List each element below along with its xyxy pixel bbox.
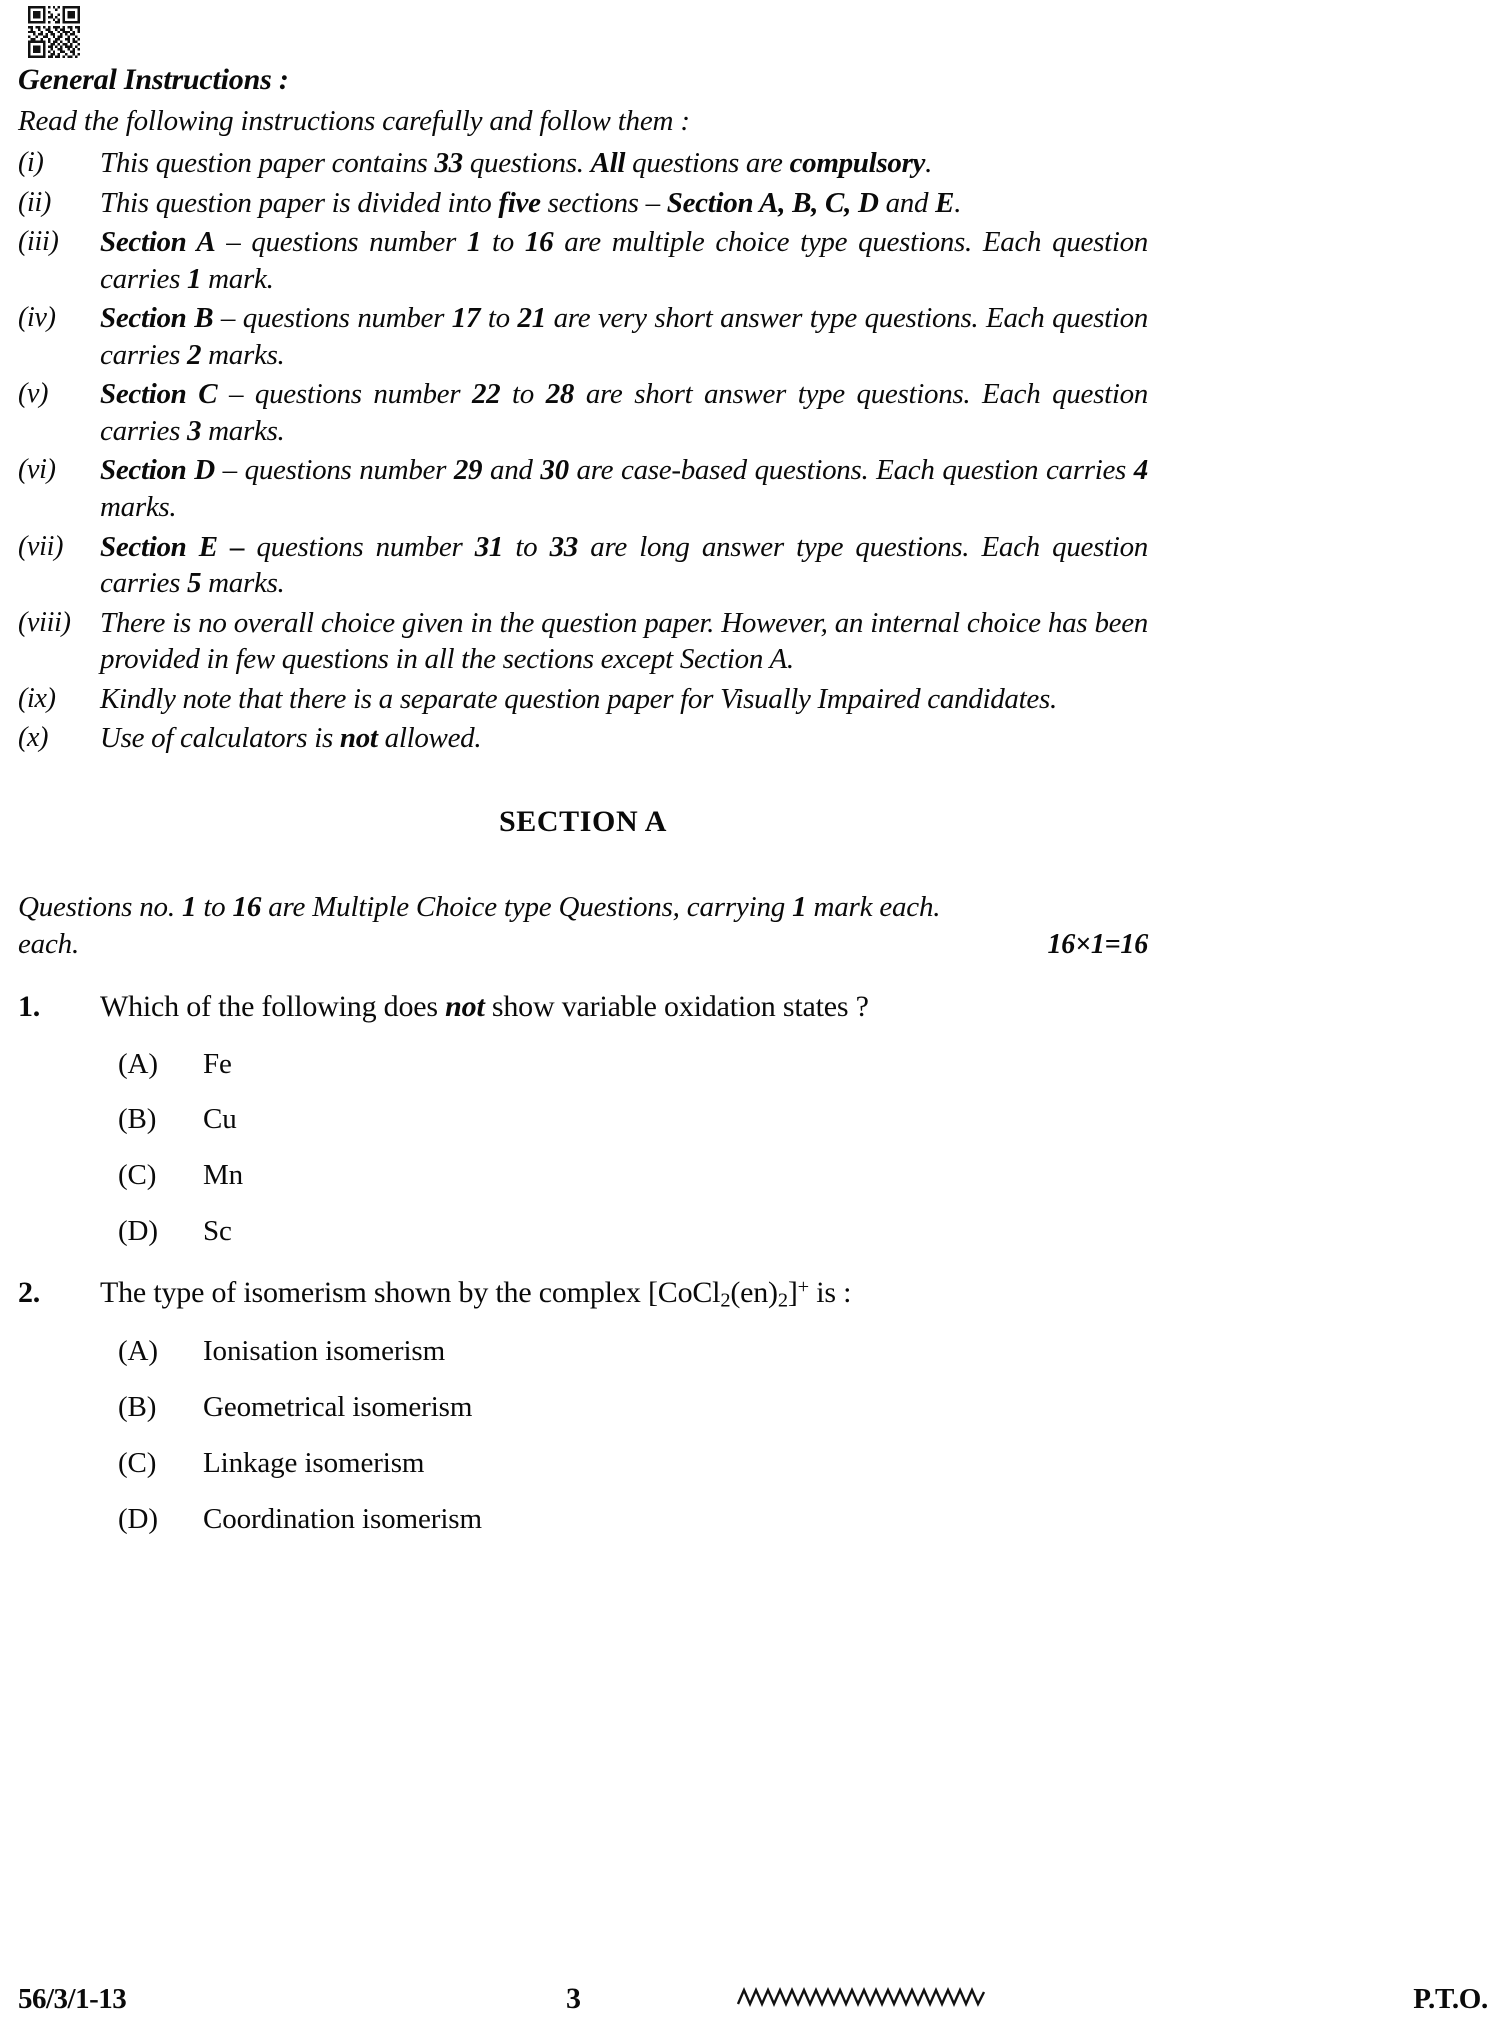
section-a-heading: SECTION A: [499, 804, 667, 838]
question-text: [100, 989, 1148, 1026]
emphasis-text: 30: [540, 454, 569, 487]
emphasis-text: 2: [187, 338, 202, 371]
plain-text: to: [196, 890, 233, 923]
instruction-item: [18, 681, 1148, 718]
question-text: The type of isomerism shown by the complex $[CoCl_2(en)_2]^+$ is :: [100, 1275, 852, 1312]
answer-option[interactable]: [18, 1446, 1148, 1481]
question-block: [18, 989, 1148, 1249]
pto-label: P.T.O.: [1413, 1983, 1488, 2015]
paper-code: 56/3/1-13: [18, 1983, 127, 2015]
plain-text: Which of the following does: [100, 989, 446, 1023]
document-body: [18, 62, 1148, 1536]
read-instructions-line: Read the following instructions carefully and follow them :: [18, 105, 690, 138]
emphasis-text: 1: [792, 890, 807, 923]
plain-text: to: [500, 378, 546, 411]
emphasis-text: 1: [181, 890, 197, 923]
plain-text: to: [503, 530, 550, 563]
instruction-number: (x): [18, 722, 49, 754]
option-label: (C): [118, 1159, 157, 1192]
wave-separator-icon: [736, 1984, 986, 2010]
instruction-text: [100, 145, 1148, 182]
question-number: 1.: [18, 989, 41, 1023]
emphasis-text: 33: [549, 530, 579, 563]
plain-text: are Multiple Choice type Questions, carrying: [261, 890, 793, 923]
plain-text: are long answer type questions. Each question carries: [100, 530, 1149, 600]
plain-text: mark each.: [806, 890, 941, 923]
instruction-item: [18, 300, 1148, 373]
instruction-text: [100, 376, 1148, 449]
emphasis-text: 29: [453, 454, 483, 487]
plain-text: to: [481, 226, 525, 259]
option-label: (D): [118, 1502, 158, 1535]
plain-text: Kindly note that there is a separate question paper for Visually Impaired candidates.: [100, 682, 1057, 715]
instruction-number: (vii): [18, 530, 64, 562]
option-text: Cu: [203, 1103, 237, 1136]
instruction-text: [100, 224, 1148, 297]
option-label: (B): [118, 1103, 157, 1136]
plain-text: are short answer type questions. Each question carries: [100, 378, 1148, 447]
plain-text: marks.: [201, 567, 285, 600]
instruction-item: [18, 145, 1148, 182]
option-label: (D): [118, 1214, 158, 1247]
question-line: [18, 1275, 1148, 1314]
instruction-text: [100, 720, 1148, 757]
answer-option[interactable]: [18, 1102, 1148, 1137]
instruction-text: [100, 605, 1148, 678]
question-block: [18, 1275, 1148, 1537]
emphasis-text: Section A, B, C, D: [666, 186, 879, 219]
option-label: (C): [118, 1446, 157, 1479]
emphasis-text: E: [935, 186, 955, 219]
option-text: Geometrical isomerism: [203, 1391, 473, 1424]
emphasis-text: Section A: [100, 226, 216, 259]
emphasis-text: 21: [517, 302, 546, 335]
page-footer: [18, 1972, 1488, 2018]
instruction-number: (iii): [18, 226, 59, 258]
question-line: [18, 989, 1148, 1026]
section-a-intro-text: [18, 889, 1148, 926]
general-instructions-title: General Instructions :: [18, 63, 289, 96]
emphasis-text: 28: [545, 378, 575, 411]
option-label: (A): [118, 1335, 158, 1368]
emphasis-text: compulsory: [789, 147, 926, 180]
instruction-text: [100, 185, 1148, 222]
emphasis-text: 22: [471, 378, 501, 411]
emphasis-text: not: [445, 989, 485, 1023]
plain-text: There is no overall choice given in the question paper. However, an internal choice has been provided in few questions in all the sections except Section A.: [100, 606, 1148, 676]
plain-text: show variable oxidation states ?: [484, 989, 869, 1023]
plain-text: – questions number: [214, 454, 454, 487]
option-text: Fe: [203, 1047, 232, 1080]
instruction-item: [18, 376, 1148, 449]
instruction-item: [18, 185, 1148, 222]
plain-text: marks.: [201, 338, 285, 371]
section-a-intro-line2: each.: [18, 927, 79, 960]
option-text: Linkage isomerism: [203, 1446, 425, 1479]
plain-text: are multiple choice type questions. Each question carries: [100, 226, 1148, 295]
instruction-item: [18, 529, 1148, 602]
plain-text: .: [954, 186, 962, 219]
instruction-text: [100, 529, 1148, 602]
emphasis-text: 31: [474, 530, 504, 563]
plain-text: .: [925, 147, 933, 180]
plain-text: – questions number: [213, 302, 452, 335]
question-number: 2.: [18, 1275, 41, 1309]
plain-text: This question paper is divided into: [100, 186, 499, 219]
plain-text: marks.: [100, 490, 177, 523]
plain-text: Use of calculators is: [100, 722, 340, 755]
option-text: Mn: [203, 1159, 244, 1192]
emphasis-text: five: [498, 186, 541, 219]
emphasis-text: not: [339, 722, 378, 755]
answer-option[interactable]: [18, 1390, 1148, 1425]
instruction-item: [18, 605, 1148, 678]
instruction-number: (v): [18, 378, 49, 410]
plain-text: and: [482, 454, 541, 487]
qr-code-icon: [18, 6, 90, 58]
plain-text: are case-based questions. Each question carries: [568, 454, 1134, 487]
emphasis-text: 17: [451, 302, 481, 335]
plain-text: sections –: [540, 186, 667, 219]
instruction-number: (vi): [18, 454, 56, 486]
emphasis-text: All: [590, 147, 626, 180]
option-label: (B): [118, 1391, 157, 1424]
instruction-text: [100, 681, 1148, 718]
instruction-text: [100, 452, 1148, 525]
emphasis-text: Section B: [100, 302, 214, 335]
instruction-number: (viii): [18, 606, 71, 638]
emphasis-text: 33: [434, 147, 463, 180]
instruction-text: [100, 300, 1148, 373]
plain-text: questions number: [244, 530, 475, 563]
plain-text: This question paper contains: [100, 147, 435, 180]
plain-text: marks.: [201, 414, 285, 447]
option-text: Sc: [203, 1214, 232, 1247]
emphasis-text: 3: [187, 414, 202, 447]
instruction-item: [18, 224, 1148, 297]
instruction-number: (ix): [18, 682, 56, 714]
plain-text: questions are: [625, 147, 790, 180]
page-number: 3: [566, 1982, 581, 2015]
option-text: Coordination isomerism: [203, 1502, 482, 1535]
instruction-number: (ii): [18, 186, 52, 218]
option-label: (A): [118, 1047, 158, 1080]
section-a-marks: 16×1=16: [1047, 928, 1148, 960]
answer-option[interactable]: [18, 1214, 1148, 1249]
plain-text: are very short answer type questions. Each question carries: [100, 302, 1148, 371]
answer-option[interactable]: [18, 1502, 1148, 1537]
plain-text: – questions number: [217, 378, 472, 411]
answer-option[interactable]: [18, 1334, 1148, 1369]
emphasis-text: 4: [1133, 454, 1148, 487]
option-text: Ionisation isomerism: [203, 1335, 446, 1368]
section-a-intro: [18, 889, 1148, 963]
plain-text: mark.: [201, 262, 274, 295]
plain-text: questions.: [462, 147, 591, 180]
plain-text: – questions number: [215, 226, 467, 259]
instruction-item: [18, 720, 1148, 757]
emphasis-text: 1: [466, 226, 482, 259]
emphasis-text: Section D: [100, 454, 215, 487]
instructions-list: [18, 145, 1148, 757]
plain-text: and: [878, 186, 936, 219]
plain-text: allowed.: [377, 722, 482, 755]
plain-text: to: [480, 302, 518, 335]
emphasis-text: 16: [524, 226, 554, 259]
plain-text: Questions no.: [18, 890, 182, 923]
answer-option[interactable]: [18, 1158, 1148, 1193]
emphasis-text: Section C: [100, 378, 218, 411]
emphasis-text: Section E –: [100, 530, 245, 563]
instruction-number: (i): [18, 147, 44, 179]
instruction-item: [18, 452, 1148, 525]
questions-list: [18, 989, 1148, 1537]
instruction-number: (iv): [18, 302, 56, 334]
emphasis-text: 5: [187, 567, 202, 600]
answer-option[interactable]: [18, 1047, 1148, 1082]
emphasis-text: 16: [232, 890, 262, 923]
emphasis-text: 1: [187, 262, 202, 295]
